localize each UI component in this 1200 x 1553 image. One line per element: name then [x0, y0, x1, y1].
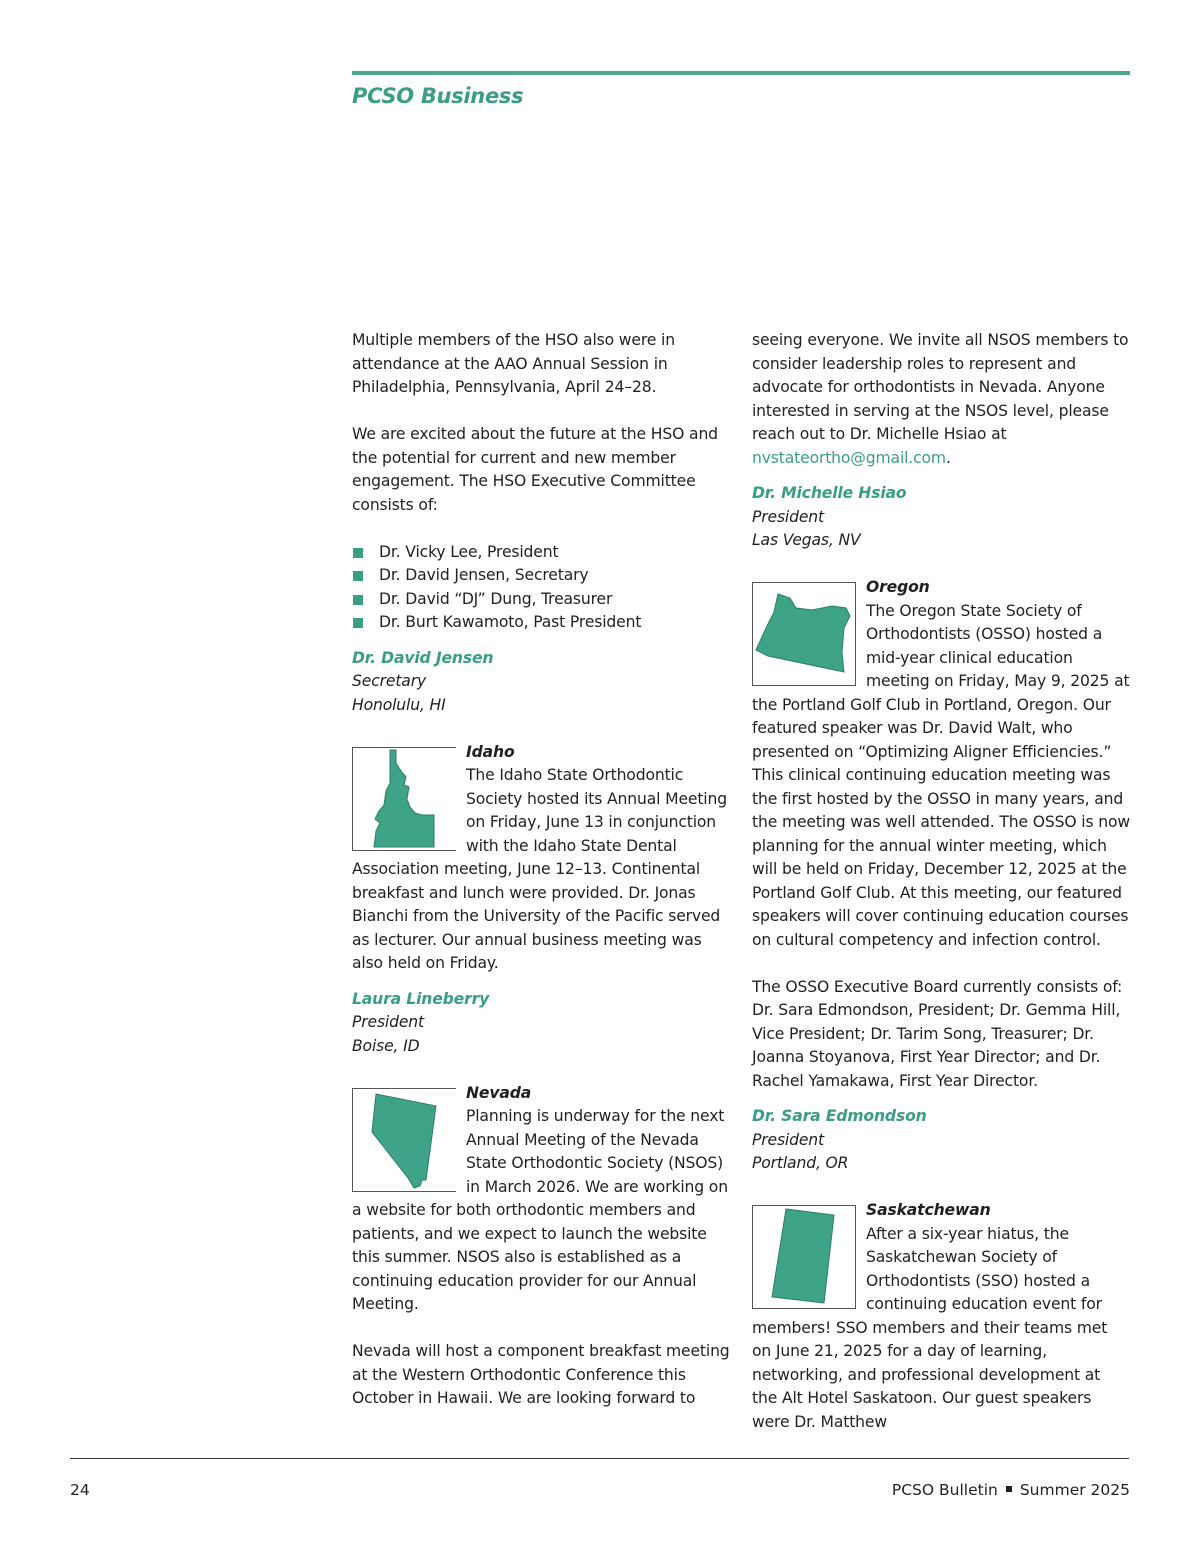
- committee-list: [352, 541, 730, 635]
- nevada-section: [352, 1082, 730, 1317]
- osso-board-paragraph: The OSSO Executive Board currently consists of: Dr. Sara Edmondson, President; Dr. Gemma Hill, Vice President; Dr. Tarim Song, Treasurer; Dr. Joanna Stoyanova, First Year Director; and Dr. Rachel Yamakawa, First Year Director.: [752, 977, 1123, 1090]
- idaho-text: The Idaho State Orthodontic Society hosted its Annual Meeting on Friday, June 13 in conjunction with the Idaho State Dental Association meeting, June 12–13. Continental breakfast and lunch were provided. Dr. Jonas Bianchi from the University of the Pacific served as lecturer. Our annual business meeting was also held on Friday.: [352, 766, 727, 972]
- saskatchewan-map-icon: [752, 1205, 856, 1309]
- hso-paragraph-1: Multiple members of the HSO also were in attendance at the AAO Annual Session in Philadelphia, Pennsylvania, April 24–28.: [352, 331, 675, 396]
- signature-title: President: [752, 1130, 825, 1149]
- bullet-square-icon: [353, 571, 363, 581]
- oregon-map-icon: [752, 582, 856, 686]
- nevada-paragraph-2: Nevada will host a component breakfast meeting at the Western Orthodontic Conference this October in Hawaii. We are looking forward to: [352, 1342, 730, 1407]
- list-item: Dr. Burt Kawamoto, Past President: [352, 611, 730, 635]
- bullet-square-icon: [353, 618, 363, 628]
- signature-location: Honolulu, HI: [352, 695, 446, 714]
- signature-location: Las Vegas, NV: [752, 531, 861, 549]
- list-item: Dr. David “DJ” Dung, Treasurer: [352, 588, 730, 612]
- bullet-square-icon: [353, 548, 363, 558]
- oregon-text: The Oregon State Society of Orthodontists (OSSO) hosted a mid-year clinical education meeting on Friday, May 9, 2025 at the Portland Golf Club in Portland, Oregon. Our featured speaker was Dr. David Walt, who presented on “Optimizing Aligner Efficiencies.” This clinical continuing education meeting was the first hosted by the OSSO in many years, and the meeting was well attended. The OSSO is now planning for the annual winter meeting, which will be held on Friday, December 12, 2025 at the Portland Golf Club. At this meeting, our featured speakers will cover continuing education courses on cultural competency and infection control.: [752, 601, 1130, 949]
- publication-name: PCSO Bulletin: [891, 1481, 998, 1499]
- bottom-rule: [70, 1458, 1129, 1459]
- issue-label: Summer 2025: [1019, 1481, 1130, 1499]
- oregon-title: Oregon: [866, 578, 930, 596]
- signature-title: President: [352, 1013, 425, 1031]
- bullet-square-icon: [353, 595, 363, 605]
- nevada-text: Planning is underway for the next Annual Meeting of the Nevada State Orthodontic Society (NSOS) in March 2026. We are working on a website for both orthodontic members and patients, and we expect to launch the website this summer. NSOS also is established as a continuing education provider for our Annual Meeting.: [352, 1107, 728, 1313]
- saskatchewan-text: After a six-year hiatus, the Saskatchewan Society of Orthodontists (SSO) hosted a continuing education event for members! SSO members and their teams met on June 21, 2025 for a day of learning, networking, and professional development at the Alt Hotel Saskatoon. Our guest speakers were Dr. Matthew: [752, 1224, 1108, 1431]
- saskatchewan-section: [752, 1199, 1130, 1434]
- right-column: [752, 329, 1130, 1434]
- left-column: [352, 329, 730, 1411]
- nevada-map-icon: [352, 1088, 456, 1192]
- nevada-title: Nevada: [466, 1083, 532, 1102]
- page-number: 24: [70, 1481, 90, 1499]
- section-title: PCSO Business: [352, 84, 524, 108]
- saskatchewan-title: Saskatchewan: [866, 1201, 991, 1219]
- hso-paragraph-2: We are excited about the future at the HSO and the potential for current and new member engagement. The HSO Executive Committee consists of:: [352, 425, 718, 514]
- footer-publication: [892, 1481, 1130, 1499]
- idaho-title: Idaho: [466, 742, 515, 761]
- signature-location: Portland, OR: [752, 1154, 849, 1172]
- idaho-section: [352, 741, 730, 976]
- signature-title: President: [752, 507, 825, 526]
- top-rule: [352, 71, 1130, 75]
- email-link[interactable]: nvstateortho@gmail.com: [752, 448, 946, 467]
- idaho-map-icon: [352, 747, 456, 851]
- separator-square-icon: [1006, 1486, 1012, 1492]
- signature-name: Dr. Michelle Hsiao: [752, 484, 907, 502]
- signature-name: Dr. David Jensen: [352, 648, 494, 667]
- signature-name: Laura Lineberry: [352, 989, 490, 1008]
- signature-name: Dr. Sara Edmondson: [752, 1107, 927, 1125]
- list-item: Dr. David Jensen, Secretary: [352, 564, 730, 588]
- signature-title: Secretary: [352, 672, 427, 690]
- oregon-section: [752, 576, 1130, 952]
- list-item: Dr. Vicky Lee, President: [352, 541, 730, 565]
- nsos-paragraph: seeing everyone. We invite all NSOS members to consider leadership roles to represent and advocate for orthodontists in Nevada. Anyone interested in serving at the NSOS level, please reach out to Dr. Michelle Hsiao at nvstateortho@gmail.com.: [752, 331, 1129, 467]
- signature-location: Boise, ID: [352, 1036, 420, 1055]
